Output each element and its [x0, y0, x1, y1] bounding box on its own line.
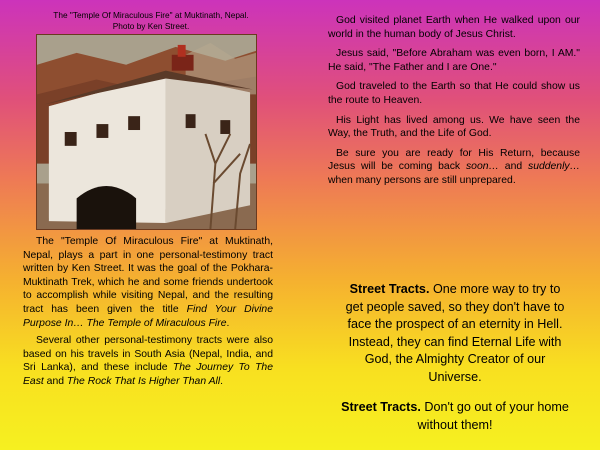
tracts-paragraph-2 — [340, 399, 570, 434]
left-p1-title: Find Your Divine Purpose In… The Temple of Miraculous Fire — [23, 303, 273, 329]
tracts-body-1: One more way to try to get people saved, so they don't have to face the prospect of an eternity in Hell. Instead, they can find Eternal Life with God, the Almighty Creator of our Universe. — [345, 282, 565, 384]
photo-caption-line1: The "Temple Of Miraculous Fire" at Muktinath, Nepal. — [53, 10, 249, 20]
left-p1-end: . — [226, 317, 230, 329]
right-text-block — [328, 14, 580, 194]
tracts-paragraph-1 — [340, 281, 570, 386]
right-p5-mid: and — [498, 161, 528, 173]
left-paragraph-1 — [23, 235, 273, 330]
right-p5-suddenly: suddenly… — [528, 161, 580, 173]
left-p2-start: Several other personal-testimony tracts were also based on his travels in South Asia (Nepal, India, and Sri Lanka), and these include — [23, 335, 273, 374]
left-p2-mid: and — [43, 375, 67, 387]
temple-photo — [36, 34, 257, 230]
right-paragraph-4: His Light has lived among us. We have seen the Way, the Truth, and the Life of God. — [328, 114, 580, 140]
tracts-label-1: Street Tracts. — [349, 282, 430, 296]
temple-photo-icon — [37, 35, 256, 229]
photo-caption-line2: Photo by Ken Street. — [112, 21, 190, 31]
street-tracts-block — [340, 281, 570, 447]
left-p2-end: . — [220, 375, 224, 387]
tracts-label-2: Street Tracts. — [341, 400, 421, 414]
right-paragraph-5 — [328, 147, 580, 188]
right-p5-end: when many persons are still unprepared. — [328, 174, 516, 186]
right-paragraph-3: God traveled to the Earth so that He could show us the route to Heaven. — [328, 81, 580, 106]
right-paragraph-2: Jesus said, "Before Abraham was even born, I AM." He said, "The Father and I are One." — [328, 48, 580, 73]
right-paragraph-1: God visited planet Earth when He walked upon our world in the human body of Jesus Christ. — [328, 15, 580, 40]
tracts-body-2: Don't go out of your home without them! — [417, 400, 569, 432]
left-text-block — [23, 235, 273, 393]
left-paragraph-2 — [23, 334, 273, 388]
left-p2-title2: The Rock That Is Higher Than All — [66, 375, 221, 387]
left-p2-title1: The Journey To The East — [23, 362, 273, 387]
right-p5-soon: soon… — [465, 161, 499, 173]
right-p5-start: Be sure you are ready for His Return, because Jesus will be coming back — [328, 147, 580, 173]
photo-caption — [26, 10, 276, 32]
left-p1-start: The "Temple Of Miraculous Fire" at Muktinath, Nepal, plays a part in one personal-testimony tract written by Ken Street. It was the goal of the Pokhara-Muktinath Trek, which he and some friends undertook to accomplish while visiting Nepal, and the resulting tract has been given the title — [23, 236, 273, 315]
